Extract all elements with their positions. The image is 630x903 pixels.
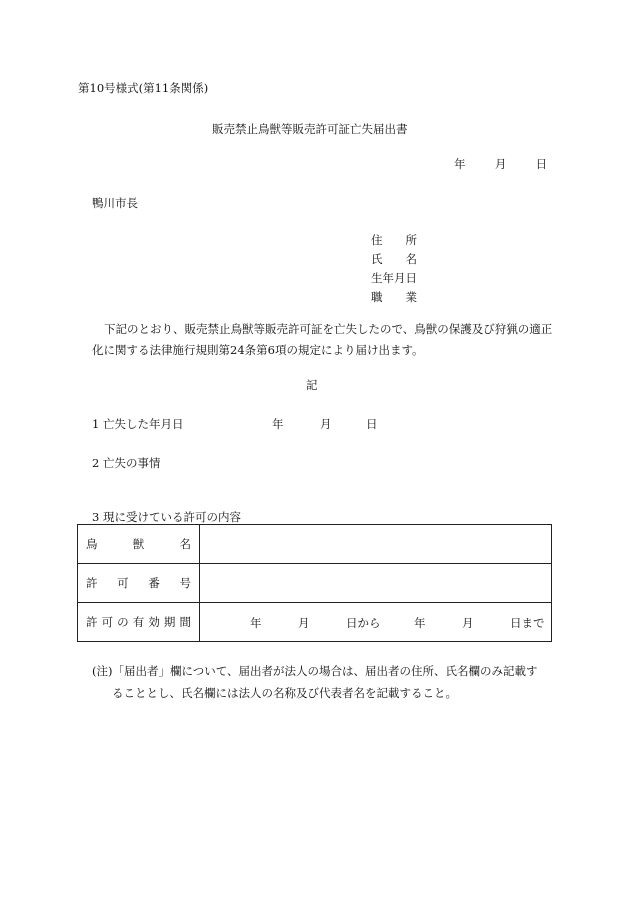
label-bird-beast-name: 鳥 獣 名 <box>78 525 200 564</box>
item1-year: 年 <box>272 417 284 431</box>
to-year: 年 <box>414 616 426 630</box>
submission-date <box>454 156 547 172</box>
table-row <box>78 603 552 642</box>
ki-heading: 記 <box>306 378 318 392</box>
table-row <box>78 564 552 603</box>
item1-day: 日 <box>366 417 378 431</box>
date-year: 年 <box>454 157 466 171</box>
note-line2: ることとし、氏名欄には法人の名称及び代表者名を記載すること。 <box>112 686 457 700</box>
label-permit-number: 許 可 番 号 <box>78 564 200 603</box>
to-day: 日まで <box>510 616 545 630</box>
addressee: 鴨川市長 <box>92 196 138 210</box>
note-line1: (注)「届出者」欄について、届出者が法人の場合は、届出者の住所、氏名欄のみ記載す <box>92 664 538 678</box>
applicant-block <box>371 231 417 307</box>
item1-label: 1 亡失した年月日 <box>92 417 184 431</box>
label-birthdate: 生 年 月 日 <box>371 271 417 285</box>
item2-label: 2 亡失の事情 <box>92 456 161 470</box>
label-occupation: 職 業 <box>371 290 417 304</box>
from-day: 日から <box>346 616 381 630</box>
form-title: 販売禁止鳥獣等販売許可証亡失届出書 <box>212 122 408 136</box>
validity-period-field[interactable] <box>200 603 552 642</box>
bird-beast-name-field[interactable] <box>200 525 552 564</box>
label-address: 住 所 <box>371 233 417 247</box>
from-year: 年 <box>250 616 262 630</box>
date-day: 日 <box>535 157 548 171</box>
item1-month: 月 <box>320 417 332 431</box>
item3-label: 3 現に受けている許可の内容 <box>92 510 241 524</box>
body-text: 下記のとおり、販売禁止鳥獣等販売許可証を亡失したので、鳥獣の保護及び狩猟の適正化に関する法律施行規則第24条第6項の規定により届け出ます。 <box>92 322 553 357</box>
form-number: 第10号様式(第11条関係) <box>78 81 209 95</box>
date-month: 月 <box>494 157 507 171</box>
label-validity-period: 許 可 の 有 効 期 間 <box>78 603 200 642</box>
from-month: 月 <box>298 616 310 630</box>
permit-number-field[interactable] <box>200 564 552 603</box>
permit-table <box>77 524 552 642</box>
table-row <box>78 525 552 564</box>
label-name: 氏 名 <box>371 252 417 266</box>
to-month: 月 <box>462 616 474 630</box>
